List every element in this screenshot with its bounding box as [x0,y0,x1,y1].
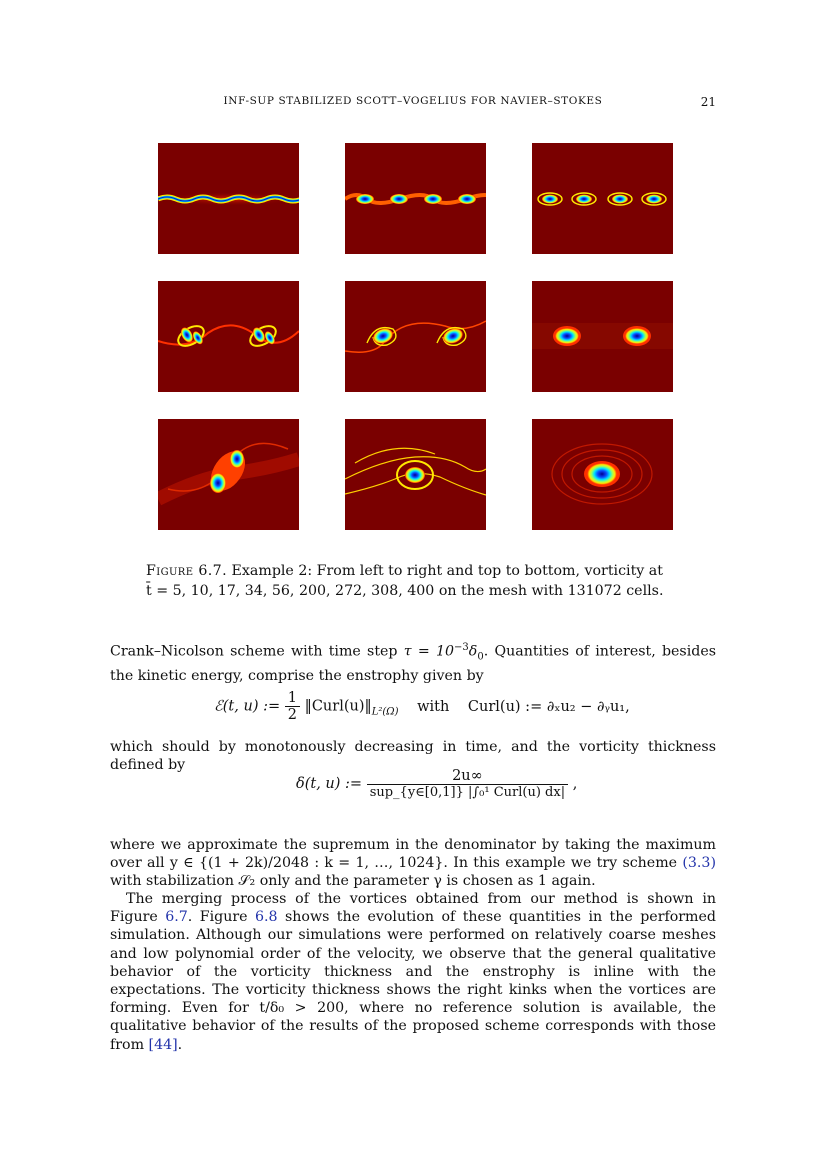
eq1-numerator: 1 [287,690,297,706]
vorticity-panel-t272 [158,419,299,530]
p1-delta: δ [468,643,478,660]
eq2-denominator: sup_{y∈[0,1]} |∫₀¹ Curl(u) dx| [367,784,568,800]
p1-exponent: −3 [454,642,469,653]
equation-vorticity-thickness [110,768,826,800]
caption-line-2: t̄ = 5, 10, 17, 34, 56, 200, 272, 308, 400 on the mesh with 131072 cells. [146,583,664,599]
paragraph-3 [110,836,716,891]
vorticity-panel-t400 [532,419,673,530]
vorticity-panel-t200 [532,281,673,392]
eq1-fraction [285,690,300,723]
eq1-norm: ‖Curl(u)‖ [304,698,372,715]
vorticity-panel-t34 [158,281,299,392]
p3-text-b: with stabilization 𝒮₂ only and the parameter γ is chosen as 1 again. [110,873,596,890]
running-head [110,95,716,111]
eq2-numerator: 2u∞ [452,768,483,784]
paragraph-1 [110,639,716,685]
equation-enstrophy [110,690,820,723]
ref-figure-6-7[interactable]: 6.7 [165,909,188,926]
paragraph-4 [110,890,716,1054]
vorticity-figure [158,143,674,531]
ref-citation-44[interactable]: [44] [148,1036,178,1053]
eq1-curl-def: Curl(u) := ∂ₓu₂ − ∂ᵧu₁, [467,698,630,715]
eq2-fraction [367,768,568,800]
caption-line-1: Example 2: From left to right and top to bottom, vorticity at [231,563,663,579]
ref-scheme-3-3[interactable]: (3.3) [682,855,716,872]
eq1-denominator: 2 [285,706,300,723]
p1-text-a: Crank–Nicolson scheme with time step [110,643,404,660]
eq2-tail: , [572,776,578,792]
p3-text-a: where we approximate the supremum in the denominator by taking the maximum over all y ∈ {(1 + 2k)/2048 : k = 1, …, 1024}. In this example we try scheme [110,837,716,872]
p1-delta-sub: 0 [477,651,484,663]
p4-text-b: . Figure [187,909,255,926]
vorticity-panel-t56 [345,281,486,392]
vorticity-panel-t17 [532,143,673,254]
page-number: 21 [700,95,716,109]
vorticity-panel-t308 [345,419,486,530]
p4-text-c: shows the evolution of these quantities in the performed simulation. Although our simulations were performed on relatively coarse meshes and low polynomial order of the velocity, we observe that the general qualitative behavior of the vorticity thickness and the enstrophy is inline with the expectations. The vorticity thickness shows the right kinks when the vortices are forming. Even for t/δ₀ > 200, where no reference solution is available, the qualitative behavior of the results of the proposed scheme corresponds with those from [110,909,716,1053]
figure-caption [146,561,686,601]
p1-math-tau: τ = 10 [403,643,455,660]
p4-text-a: The merging process of the vortices obtained from our method is shown in Figure [110,891,716,926]
vorticity-panel-t10 [345,143,486,254]
eq1-with: with [417,698,450,715]
eq1-norm-sub: L²(Ω) [371,706,399,718]
figure-label: Figure 6.7. [146,563,228,579]
p4-text-d: . [177,1036,183,1053]
p1-text-b: . Quantities of interest, besides the kinetic energy, comprise the enstrophy given by [110,643,717,684]
vorticity-panel-t5 [158,143,299,254]
eq2-lhs: δ(t, u) := [296,776,367,792]
paragraph-2: which should by monotonously decreasing in time, and the vorticity thickness defined by [110,739,716,774]
running-title: INF-SUP STABILIZED SCOTT–VOGELIUS FOR NAVIER–STOKES [223,95,603,107]
eq1-lhs: ℰ(t, u) := [214,698,285,715]
ref-figure-6-8[interactable]: 6.8 [254,909,278,926]
